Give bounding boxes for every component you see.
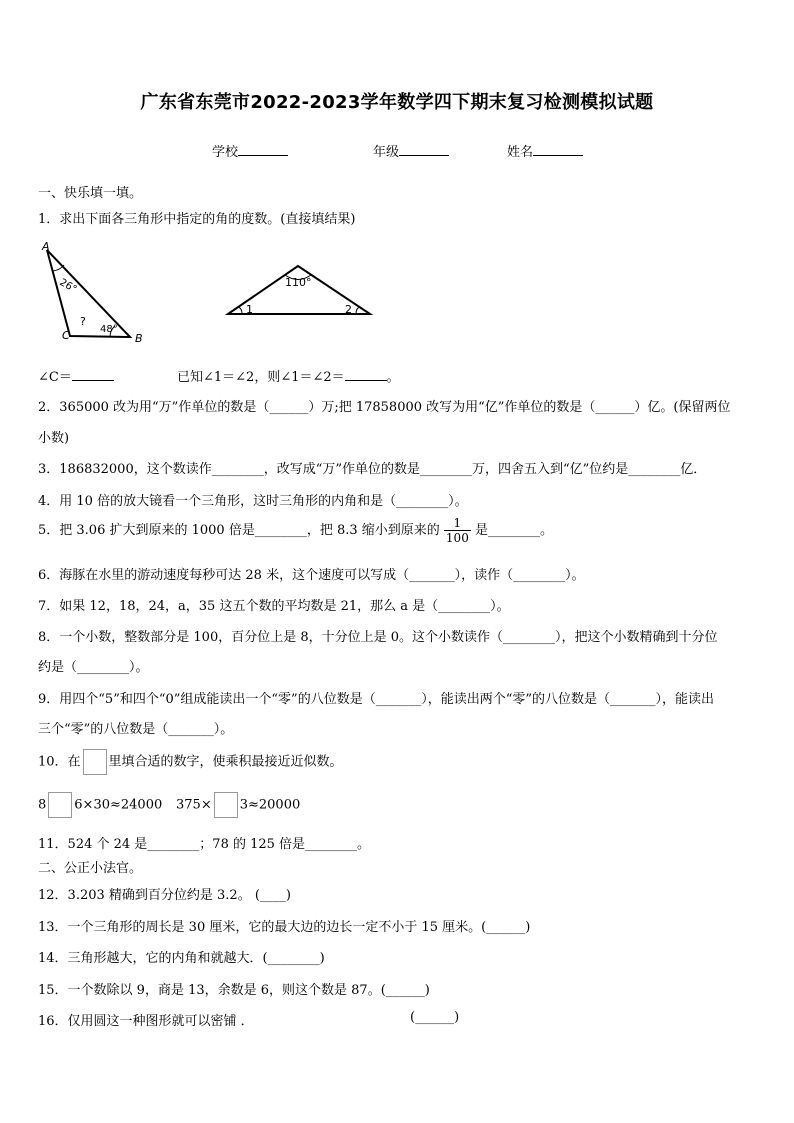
vertex-b-label: B xyxy=(135,332,143,345)
question-7: 7．如果 12，18，24，a，35 这五个数的平均数是 21，那么 a 是（________）。 xyxy=(38,599,510,614)
question-5-part-b: 是________。 xyxy=(474,523,553,538)
expr-2-suffix: 3≈20000 xyxy=(239,797,301,813)
angle-c-blank[interactable] xyxy=(72,368,114,381)
question-16-answer[interactable]: (______) xyxy=(410,1010,460,1025)
angle-c-value: ? xyxy=(80,315,86,328)
angle-b-value: 48° xyxy=(100,324,118,335)
question-9-line-1: 9．用四个“5”和四个“0”组成能读出一个“零”的八位数是（_______），能读出两个“零”的八位数是（_______），能读出 xyxy=(38,692,714,707)
school-label: 学校 xyxy=(212,145,239,160)
question-1: 1．求出下面各三角形中指定的角的度数。(直接填结果) xyxy=(38,212,356,227)
question-14: 14．三角形越大，它的内角和就越大．(________) xyxy=(38,951,325,966)
name-field xyxy=(507,141,583,160)
question-1-answer-a xyxy=(38,366,114,385)
grade-field xyxy=(373,141,449,160)
angle-1-2-prompt: 已知∠1＝∠2，则∠1＝∠2＝ xyxy=(177,370,345,385)
top-angle-value: 110° xyxy=(285,276,312,289)
page-title: 广东省东莞市2022-2023学年数学四下期末复习检测模拟试题 xyxy=(140,92,654,113)
name-blank[interactable] xyxy=(533,143,583,156)
question-2-line-1: 2．365000 改为用“万”作单位的数是（______）万;把 17858000 改写为用“亿”作单位的数是（______）亿。(保留两位 xyxy=(38,400,731,415)
question-15: 15．一个数除以 9，商是 13，余数是 6，则这个数是 87。(______) xyxy=(38,983,430,998)
school-blank[interactable] xyxy=(238,143,288,156)
question-1-answer-b xyxy=(177,366,400,385)
angle-c-prompt: ∠C＝ xyxy=(38,370,72,385)
question-16: 16．仅用圆这一种图形就可以密铺 ． xyxy=(38,1014,254,1029)
triangle-abc-figure xyxy=(38,238,153,348)
vertex-a-label: A xyxy=(42,240,50,253)
angle-2-label: 2 xyxy=(345,303,352,316)
expr-1-suffix: 6×30≈24000 xyxy=(74,797,163,813)
question-10-part-a: 10．在 xyxy=(38,754,81,770)
question-10-part-b: 里填合适的数字，使乘积最接近近似数。 xyxy=(108,754,343,770)
section-2-heading: 二、公正小法官。 xyxy=(38,861,143,876)
grade-label: 年级 xyxy=(373,145,400,160)
expr-1-prefix: 8 xyxy=(38,797,47,813)
angle-1-2-blank[interactable] xyxy=(345,368,387,381)
fraction-numerator: 1 xyxy=(444,516,471,531)
question-10-expr-2 xyxy=(176,792,300,818)
grade-blank[interactable] xyxy=(399,143,449,156)
name-label: 姓名 xyxy=(507,145,534,160)
question-10 xyxy=(38,749,343,775)
section-1-heading: 一、快乐填一填。 xyxy=(38,186,143,201)
angle-1-arc xyxy=(238,307,242,314)
angle-a-value: 26° xyxy=(57,277,79,296)
question-10-expr-1 xyxy=(38,792,162,818)
question-4: 4．用 10 倍的放大镜看一个三角形，这时三角形的内角和是（________）。 xyxy=(38,494,468,509)
fraction-one-hundredth xyxy=(444,516,471,545)
expr-2-fill-box[interactable] xyxy=(214,792,238,818)
vertex-c-label: C xyxy=(62,329,70,342)
question-2-line-2: 小数) xyxy=(38,431,70,446)
question-8-line-1: 8．一个小数，整数部分是 100，百分位上是 8，十分位上是 0。这个小数读作（________），把这个小数精确到十分位 xyxy=(38,630,718,645)
example-fill-box xyxy=(83,749,107,775)
isosceles-triangle-figure xyxy=(222,258,376,322)
question-5-part-a: 5．把 3.06 扩大到原来的 1000 倍是________，把 8.3 缩小到原来的 xyxy=(38,523,440,538)
question-11: 11．524 个 24 是________；78 的 125 倍是________。 xyxy=(38,837,371,852)
school-field xyxy=(212,141,288,160)
question-12: 12．3.203 精确到百分位约是 3.2。 (____) xyxy=(38,888,291,903)
expr-2-prefix: 375× xyxy=(176,797,212,813)
question-3: 3．186832000，这个数读作________，改写成“万”作单位的数是________万，四舍五入到“亿”位约是________亿． xyxy=(38,462,707,477)
angle-1-2-end: 。 xyxy=(386,370,400,385)
angle-1-label: 1 xyxy=(246,303,253,316)
question-5 xyxy=(38,516,553,545)
question-8-line-2: 约是（________）。 xyxy=(38,660,149,675)
question-9-line-2: 三个“零”的八位数是（_______）。 xyxy=(38,722,234,737)
question-13: 13．一个三角形的周长是 30 厘米，它的最大边的边长一定不小于 15 厘米。(______) xyxy=(38,920,531,935)
question-6: 6．海豚在水里的游动速度每秒可达 28 米，这个速度可以写成（_______），读作（________）。 xyxy=(38,568,585,583)
fraction-denominator: 100 xyxy=(445,531,469,545)
expr-1-fill-box[interactable] xyxy=(48,792,72,818)
